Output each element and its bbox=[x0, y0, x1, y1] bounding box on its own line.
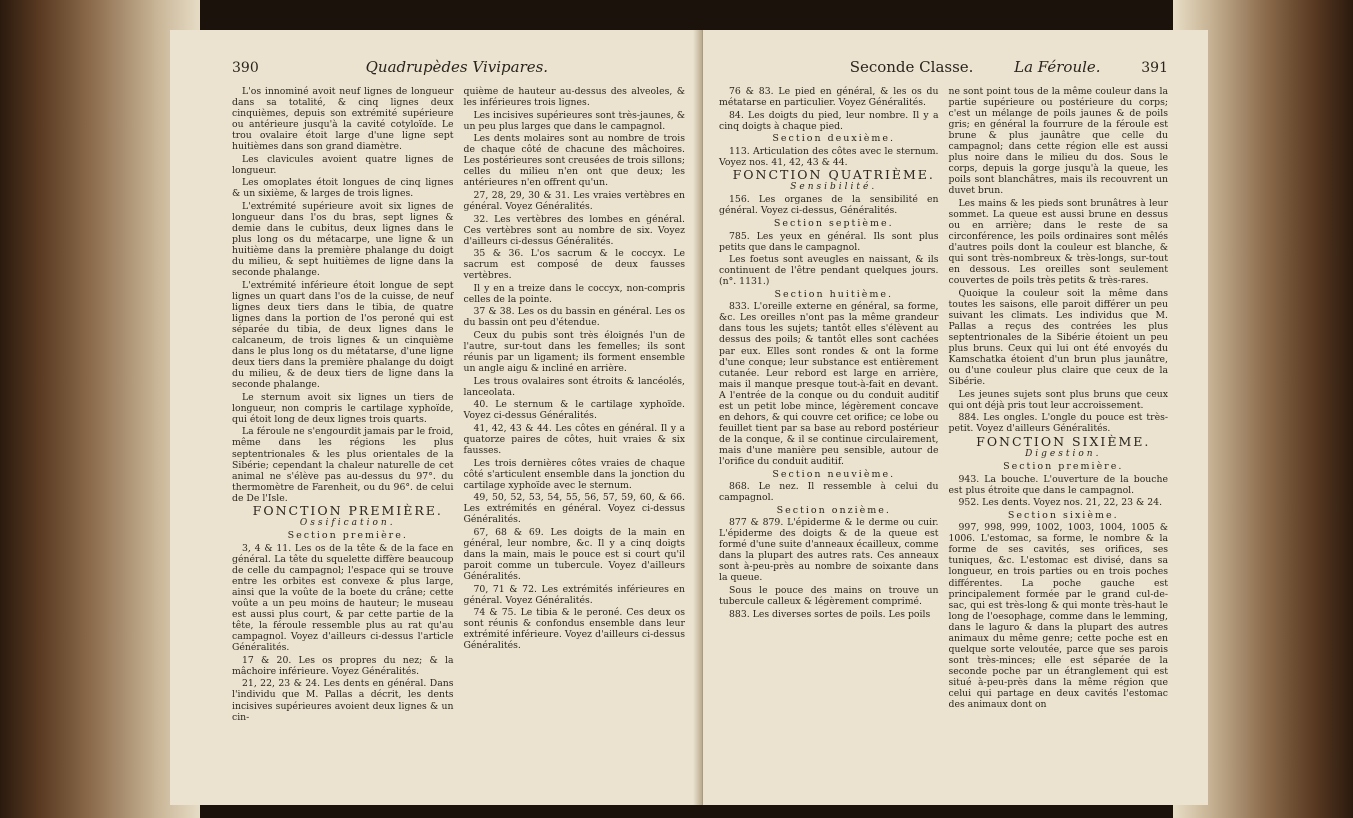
paragraph: 785. Les yeux en général. Ils sont plus petits que dans le campagnol. bbox=[719, 230, 939, 253]
paragraph: Les mains & les pieds sont brunâtres à leur sommet. La queue est aussi brune en dessus ou en arrière; dans le reste de sa circonférence, les poils ordinaires sont mêlés d'autres poils dont la couleur est blanche, & qui sont très-nombreux & très-longs, sur-tout en dessous. Les oreilles sont seulement couvertes de poils très petits & très-rares. bbox=[948, 197, 1168, 287]
paragraph: L'extrémité inférieure étoit longue de sept lignes un quart dans l'os de la cuisse, de neuf lignes deux tiers dans le tibia, de quatre lignes dans la portion de l'os peroné qui est séparée du tibia, de deux lignes dans le calcaneum, de trois lignes & un cinquième dans le plus long os du métatarse, d'une ligne deux tiers dans la première phalange du doigt du milieu, & de deux tiers de ligne dans la seconde phalange. bbox=[232, 279, 454, 391]
paragraph: Sous le pouce des mains on trouve un tubercule calleux & légèrement comprimé. bbox=[719, 585, 939, 608]
right-column-1 bbox=[719, 86, 939, 712]
paragraph: 84. Les doigts du pied, leur nombre. Il y a cinq doigts à chaque pied. bbox=[719, 109, 939, 132]
paragraph: 76 & 83. Le pied en général, & les os du métatarse en particulier. Voyez Généralités. bbox=[719, 86, 939, 109]
paragraph: 113. Articulation des côtes avec le sternum. Voyez nos. 41, 42, 43 & 44. bbox=[719, 145, 939, 168]
function-heading: FONCTION SIXIÈME. bbox=[976, 433, 1151, 449]
right-running-title: Seconde Classe. bbox=[849, 58, 974, 76]
paragraph: 70, 71 & 72. Les extrémités inférieures en général. Voyez Généralités. bbox=[463, 583, 685, 606]
paragraph: Les clavicules avoient quatre lignes de longueur. bbox=[232, 153, 454, 176]
paragraph: Les foetus sont aveugles en naissant, & ils continuent de l'être pendant quelques jours. (n°. 1131.) bbox=[719, 254, 939, 288]
right-running-subtitle: La Féroule. bbox=[1014, 58, 1101, 76]
left-running-head bbox=[232, 58, 685, 80]
paragraph: 943. La bouche. L'ouverture de la bouche est plus étroite que dans le campagnol. bbox=[948, 473, 1168, 496]
paragraph: 67, 68 & 69. Les doigts de la main en général, leur nombre, &c. Il y a cinq doigts dans la main, mais le pouce est si court qu'il paroit comme un tubercule. Voyez d'ailleurs Généralités. bbox=[463, 526, 685, 582]
left-page bbox=[170, 30, 703, 805]
right-running-head bbox=[719, 58, 1168, 80]
section-heading: Section neuvième. bbox=[772, 468, 896, 480]
paragraph: 997, 998, 999, 1002, 1003, 1004, 1005 & 1006. L'estomac, sa forme, le nombre & la forme de ses cavités, ses orifices, ses tuniques, &c. L'estomac est divisé, dans sa longueur, en trois parties ou en trois poches différentes. La poche gauche est principalement formée par le grand cul-de-sac, qui est très-long & qui monte très-haut le long de l'oesophage, comme dans le lemming, dans le laguro & dans la plupart des autres animaux du même genre; cette poche est en quelque sorte veloutée, parce que ses parois sont très-minces; elle est séparée de la seconde poche par un étranglement qui est situé à-peu-près dans la même région que celui qui partage en deux cavités l'estomac des animaux dont on bbox=[948, 522, 1168, 711]
paragraph: 833. L'oreille externe en général, sa forme, &c. Les oreilles n'ont pas la même grandeur dans tous les sujets; tantôt elles s'élèvent au dessus des poils; & tantôt elles sont cachées par eux. Elles sont rondes & ont la forme d'une conque; leur substance est entièrement cutanée. Leur rebord est large en arrière, mais il manque presque tout-à-fait en devant. A l'entrée de la conque ou du conduit auditif est un petit lobe mince, légèrement concave en dehors, & qui couvre cet orifice; ce lobe ou feuillet tient par sa base au rebord postérieur de la conque, & il se continue circulairement, mais d'une manière peu sensible, autour de l'orifice du conduit auditif. bbox=[719, 301, 939, 467]
paragraph: 35 & 36. L'os sacrum & le coccyx. Le sacrum est composé de deux fausses vertèbres. bbox=[463, 248, 685, 282]
paragraph: 27, 28, 29, 30 & 31. Les vraies vertèbres en général. Voyez Généralités. bbox=[463, 189, 685, 212]
paragraph: Quoique la couleur soit la même dans toutes les saisons, elle paroit différer un peu suivant les climats. Les individus que M. Pallas a reçus des contrées les plus septentrionales de la Sibérie étoient un peu plus bruns. Ceux qui lui ont été envoyés du Kamschatka étoient d'un brun plus jaunâtre, ou d'une couleur plus claire que ceux de la Sibérie. bbox=[948, 287, 1168, 388]
paragraph: Les jeunes sujets sont plus bruns que ceux qui ont déjà pris tout leur accroissement. bbox=[948, 388, 1168, 411]
paragraph: Les omoplates étoit longues de cinq lignes & un sixième, & larges de trois lignes. bbox=[232, 177, 454, 200]
section-heading: Section onzième. bbox=[776, 504, 891, 516]
paragraph: 156. Les organes de la sensibilité en général. Voyez ci-dessus, Généralités. bbox=[719, 194, 939, 217]
paragraph: L'extrémité supérieure avoit six lignes de longueur dans l'os du bras, sept lignes & demie dans le cubitus, deux lignes dans le plus long os du métacarpe, une ligne & un huitième dans la première phalange du doigt du milieu, & sept huitièmes de ligne dans la seconde phalange. bbox=[232, 200, 454, 279]
paragraph: Les trous ovalaires sont étroits & lancéolés, lanceolata. bbox=[463, 375, 685, 398]
section-heading: Section deuxième. bbox=[772, 133, 896, 145]
paragraph: 868. Le nez. Il ressemble à celui du campagnol. bbox=[719, 481, 939, 504]
right-page-number: 391 bbox=[1141, 60, 1168, 76]
left-column-2 bbox=[464, 86, 686, 724]
paragraph: Le sternum avoit six lignes un tiers de longueur, non compris le cartilage xyphoïde, qui étoit long de deux lignes trois quarts. bbox=[232, 391, 454, 425]
paragraph: 21, 22, 23 & 24. Les dents en général. Dans l'individu que M. Pallas a décrit, les dents incisives supérieures avoient deux lignes & un cin- bbox=[232, 678, 454, 723]
paragraph: quième de hauteur au-dessus des alveoles, & les inférieures trois lignes. bbox=[463, 86, 685, 109]
paragraph: 884. Les ongles. L'ongle du pouce est très-petit. Voyez d'ailleurs Généralités. bbox=[948, 412, 1168, 435]
paragraph: 877 & 879. L'épiderme & le derme ou cuir. L'épiderme des doigts & de la queue est formé d'une suite d'anneaux écailleux, comme dans la plupart des autres rats. Ces anneaux sont à-peu-près au nombre de soixante dans la queue. bbox=[719, 517, 939, 584]
paragraph: La féroule ne s'engourdit jamais par le froid, même dans les régions les plus septentrionales & les plus orientales de la Sibérie; cependant la chaleur naturelle de cet animal ne s'élève pas au-dessus du 97°. du thermomètre de Farenheit, ou du 96°. de celui de De l'Isle. bbox=[232, 426, 454, 504]
section-heading: Section septième. bbox=[773, 218, 894, 230]
left-page-number: 390 bbox=[232, 60, 259, 76]
function-heading: FONCTION PREMIÈRE. bbox=[252, 503, 443, 519]
paragraph: 49, 50, 52, 53, 54, 55, 56, 57, 59, 60, & 66. Les extrémités en général. Voyez ci-dessus Généralités. bbox=[463, 492, 685, 526]
section-heading: Section première. bbox=[287, 530, 408, 542]
function-subheading: Ossification. bbox=[299, 517, 396, 528]
right-column-2 bbox=[949, 86, 1169, 712]
section-heading: Section sixième. bbox=[1007, 509, 1119, 521]
paragraph: 883. Les diverses sortes de poils. Les poils bbox=[729, 608, 931, 620]
paragraph: 40. Le sternum & le cartilage xyphoïde. Voyez ci-dessus Généralités. bbox=[463, 399, 685, 422]
paragraph: 3, 4 & 11. Les os de la tête & de la face en général. La tête du squelette diffère beaucoup de celle du campagnol; l'espace qui se trouve entre les orbites est convexe & plus large, ainsi que la voûte de la boete du crâne; cette voûte a un peu moins de hauteur; le museau est aussi plus court, & par cette partie de la tête, la féroule ressemble plus au rat qu'au campagnol. Voyez d'ailleurs ci-dessus l'article Généralités. bbox=[232, 542, 454, 654]
paragraph: Les incisives supérieures sont très-jaunes, & un peu plus larges que dans le campagnol. bbox=[463, 109, 685, 132]
paragraph: Ceux du pubis sont très éloignés l'un de l'autre, sur-tout dans les femelles; ils sont réunis par un ligament; ils forment ensemble un angle aigu & incliné en arrière. bbox=[463, 329, 685, 375]
paragraph: 32. Les vertèbres des lombes en général. Ces vertèbres sont au nombre de six. Voyez d'ailleurs ci-dessus Généralités. bbox=[463, 213, 685, 247]
paragraph: Les trois dernières côtes vraies de chaque côté s'articulent ensemble dans la jonction du cartilage xyphoïde avec le sternum. bbox=[463, 457, 685, 491]
paragraph: 952. Les dents. Voyez nos. 21, 22, 23 & 24. bbox=[958, 497, 1163, 509]
paragraph: L'os innominé avoit neuf lignes de longueur dans sa totalité, & cinq lignes deux cinquièmes, depuis son extrémité supérieure ou antérieure jusqu'à la cavité cotyloïde. Le trou ovalaire étoit large d'une ligne sept huitièmes dans son grand diamètre. bbox=[232, 86, 454, 153]
section-heading: Section première. bbox=[1003, 461, 1124, 473]
function-subheading: Sensibilité. bbox=[790, 181, 878, 192]
left-column-1 bbox=[232, 86, 454, 724]
paragraph: 41, 42, 43 & 44. Les côtes en général. Il y a quatorze paires de côtes, huit vraies & six fausses. bbox=[463, 422, 685, 456]
left-running-title: Quadrupèdes Vivipares. bbox=[365, 58, 549, 76]
paragraph: 17 & 20. Les os propres du nez; & la mâchoire inférieure. Voyez Généralités. bbox=[232, 654, 454, 677]
paragraph: 37 & 38. Les os du bassin en général. Les os du bassin ont peu d'étendue. bbox=[463, 306, 685, 329]
paragraph: 74 & 75. Le tibia & le peroné. Ces deux os sont réunis & confondus ensemble dans leur extrémité inférieure. Voyez d'ailleurs ci-dessus Généralités. bbox=[463, 607, 685, 652]
paragraph: Les dents molaires sont au nombre de trois de chaque côté de chacune des mâchoires. Les postérieures sont creusées de trois sillons; celles du milieu n'en ont que deux; les antérieures n'en offrent qu'un. bbox=[463, 133, 685, 189]
function-heading: FONCTION QUATRIÈME. bbox=[732, 167, 935, 183]
paragraph: ne sont point tous de la même couleur dans la partie supérieure ou postérieure du corps; c'est un mélange de poils jaunes & de poils gris; en général la fourrure de la féroule est brune & plus jaunâtre que celle du campagnol; dans cette région elle est aussi plus noire dans le milieu du dos. Sous le corps, depuis la gorge jusqu'à la queue, les poils sont blanchâtres, mais ils recouvrent un duvet brun. bbox=[948, 86, 1168, 197]
function-subheading: Digestion. bbox=[1025, 448, 1102, 459]
section-heading: Section huitième. bbox=[774, 288, 894, 300]
right-page bbox=[703, 30, 1208, 805]
paragraph: Il y en a treize dans le coccyx, non-compris celles de la pointe. bbox=[463, 282, 685, 305]
